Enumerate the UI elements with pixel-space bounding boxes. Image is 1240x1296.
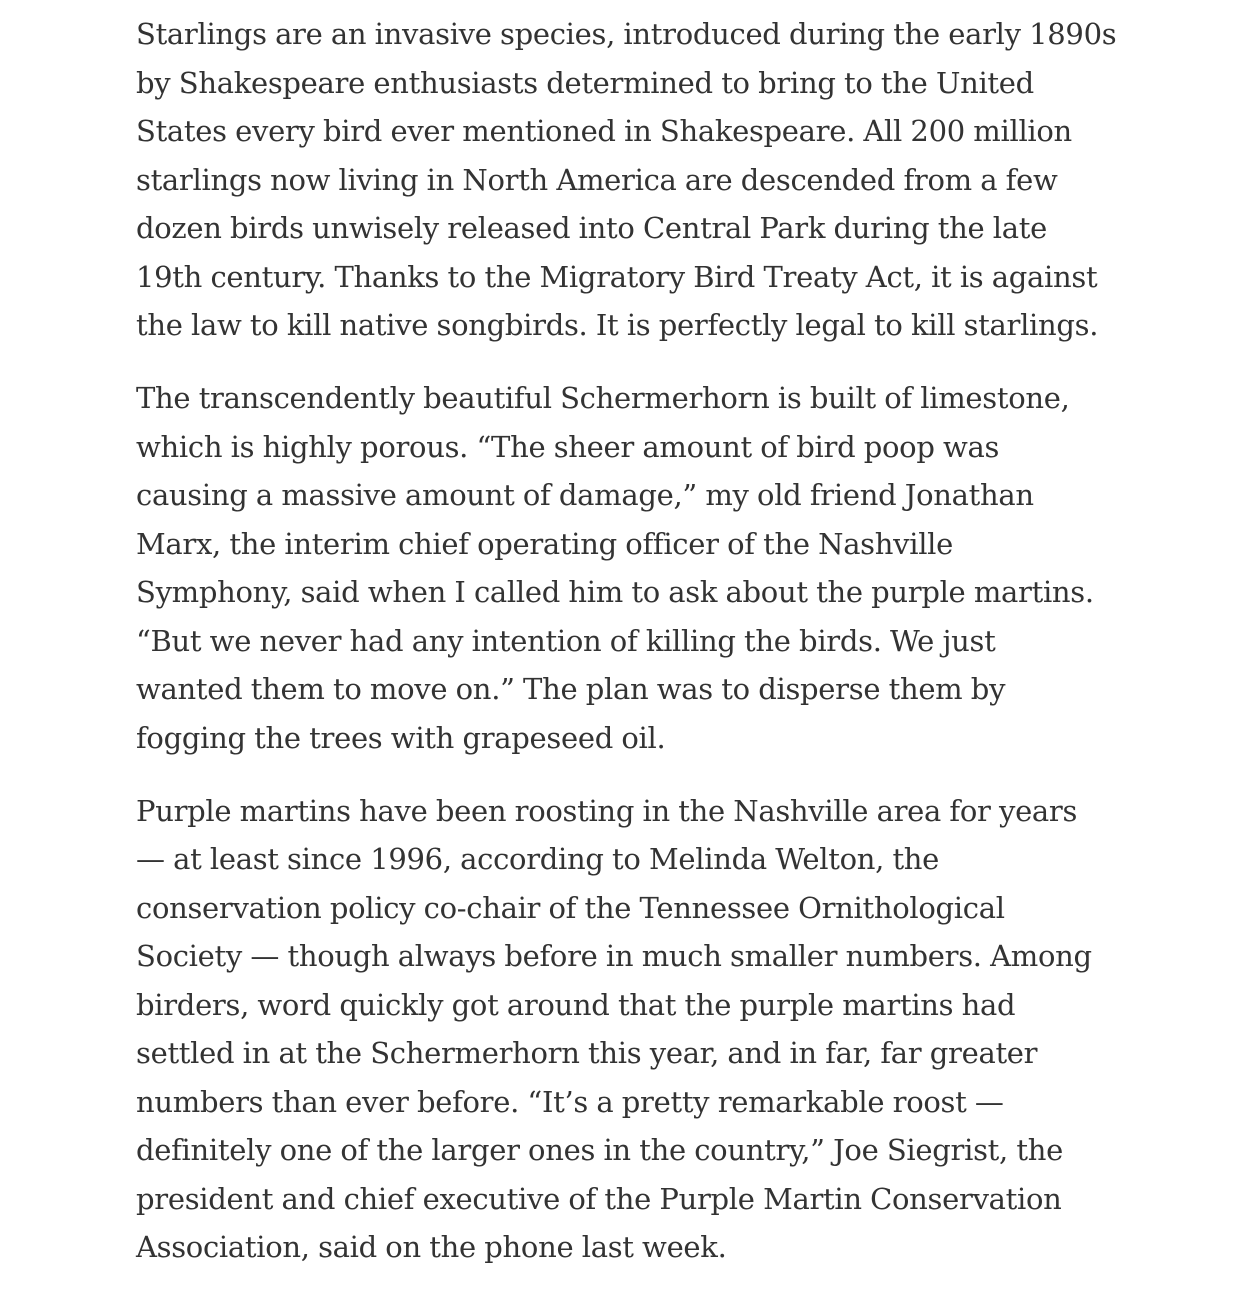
paragraph-line: president and chief executive of the Purple Martin Conservation bbox=[136, 1181, 1062, 1216]
paragraph-line: Marx, the interim chief operating officer of the Nashville bbox=[136, 526, 954, 561]
paragraph-line: Starlings are an invasive species, introduced during the early 1890s bbox=[136, 17, 1117, 51]
paragraph-line: Association, said on the phone last week. bbox=[136, 1230, 727, 1264]
article-paragraph-schermerhorn bbox=[136, 374, 1116, 762]
paragraph-line: Purple martins have been roosting in the Nashville area for years bbox=[136, 793, 1078, 828]
paragraph-line: which is highly porous. “The sheer amount of bird poop was bbox=[136, 429, 1000, 464]
article-paragraph-starlings bbox=[136, 10, 1116, 350]
paragraph-line: wanted them to move on.” The plan was to disperse them by bbox=[136, 672, 1006, 706]
paragraph-line: numbers than ever before. “It’s a pretty remarkable roost — bbox=[136, 1084, 1004, 1119]
paragraph-line: by Shakespeare enthusiasts determined to bring to the United bbox=[136, 65, 1034, 100]
paragraph-line: starlings now living in North America are descended from a few bbox=[136, 162, 1058, 197]
paragraph-line: fogging the trees with grapeseed oil. bbox=[136, 720, 666, 755]
paragraph-line: birders, word quickly got around that the purple martins had bbox=[136, 987, 1016, 1022]
paragraph-line: the law to kill native songbirds. It is perfectly legal to kill starlings. bbox=[136, 308, 1099, 342]
paragraph-line: definitely one of the larger ones in the country,” Joe Siegrist, the bbox=[136, 1133, 1063, 1167]
paragraph-line: settled in at the Schermerhorn this year, and in far, far greater bbox=[136, 1036, 1038, 1070]
paragraph-line: “But we never had any intention of killing the birds. We just bbox=[136, 623, 996, 658]
paragraph-line: conservation policy co-chair of the Tennessee Ornithological bbox=[136, 890, 1005, 925]
article-body bbox=[136, 10, 1116, 1296]
article-paragraph-purple-martins bbox=[136, 787, 1116, 1272]
paragraph-line: dozen birds unwisely released into Central Park during the late bbox=[136, 211, 1047, 245]
paragraph-line: 19th century. Thanks to the Migratory Bird Treaty Act, it is against bbox=[136, 259, 1098, 294]
paragraph-line: States every bird ever mentioned in Shakespeare. All 200 million bbox=[136, 114, 1072, 148]
paragraph-line: — at least since 1996, according to Melinda Welton, the bbox=[136, 842, 940, 876]
paragraph-line: Society — though always before in much smaller numbers. Among bbox=[136, 939, 1092, 973]
paragraph-line: The transcendently beautiful Schermerhorn is built of limestone, bbox=[136, 381, 1070, 415]
paragraph-line: Symphony, said when I called him to ask about the purple martins. bbox=[136, 575, 1094, 609]
paragraph-line: causing a massive amount of damage,” my old friend Jonathan bbox=[136, 478, 1034, 512]
